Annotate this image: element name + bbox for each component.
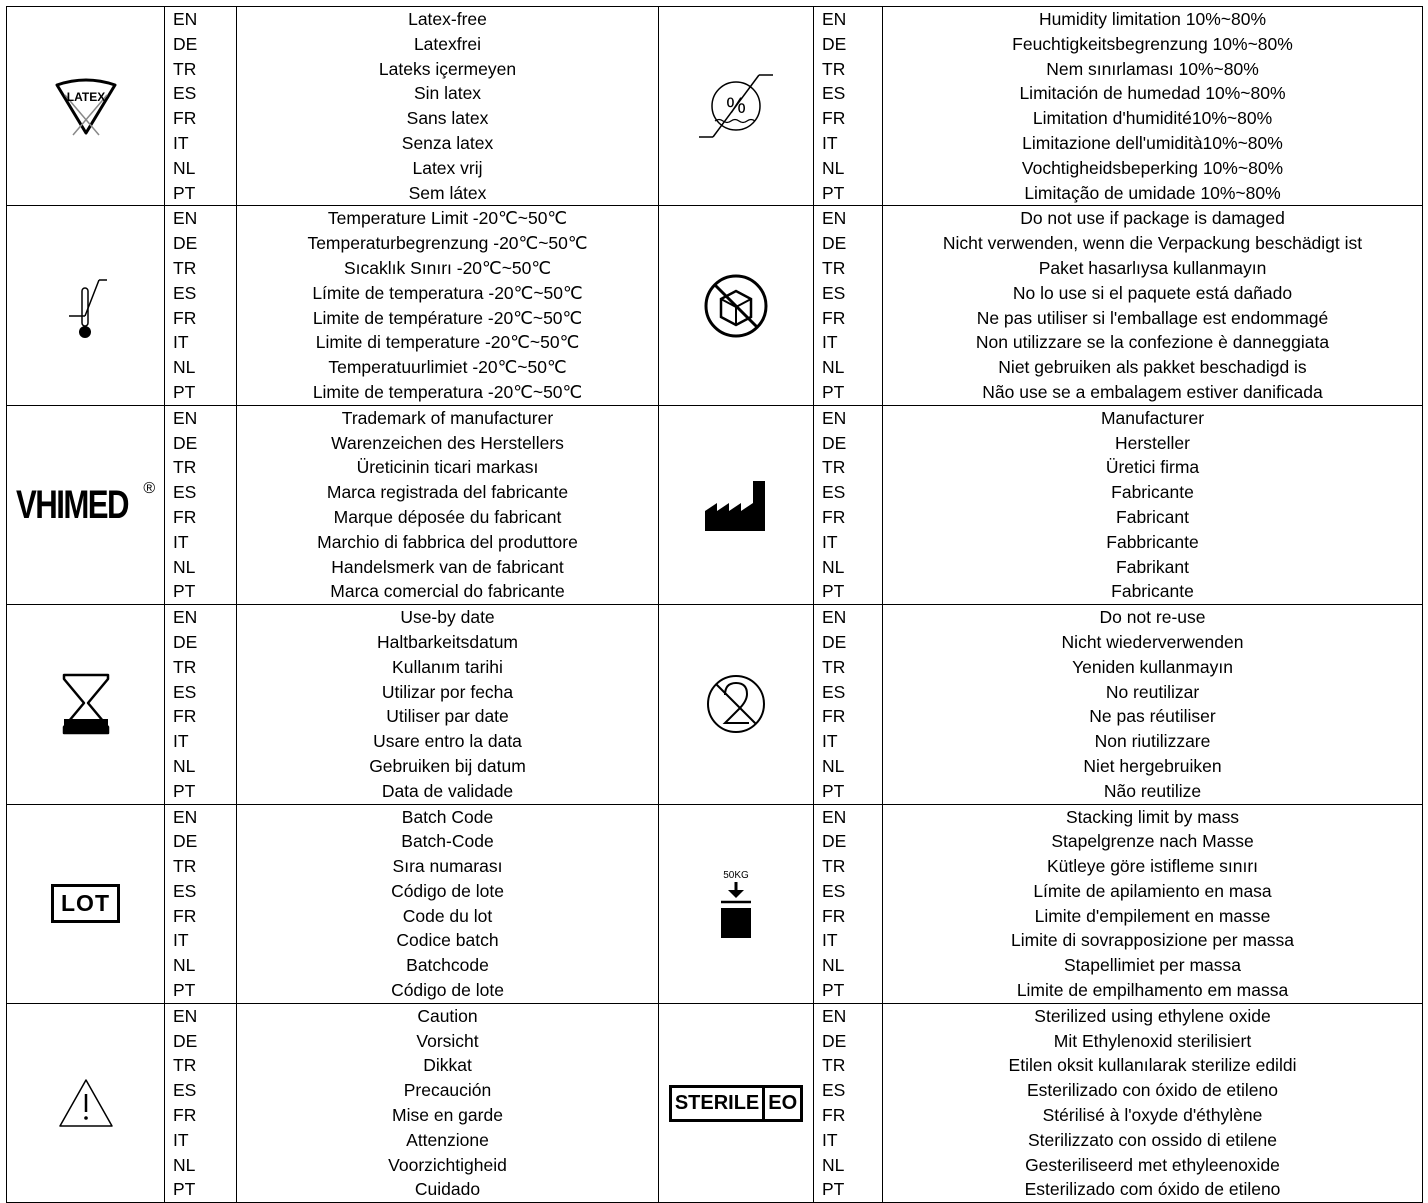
language-codes — [165, 1003, 237, 1202]
translations — [237, 7, 659, 206]
lang-code: ES — [822, 1080, 846, 1101]
lang-code: FR — [173, 307, 197, 328]
symbol-cell — [7, 206, 165, 405]
lang-code: DE — [822, 33, 847, 54]
translation-text: Marchio di fabbrica del produttore — [317, 531, 578, 552]
translation-text: Lateks içermeyen — [378, 58, 517, 79]
translation-text: Limitazione dell'umidità10%~80% — [1022, 132, 1283, 153]
translation-text: Fabricante — [1111, 482, 1194, 503]
translation-text: Attenzione — [406, 1129, 489, 1150]
translation-text: Feuchtigkeitsbegrenzung 10%~80% — [1012, 33, 1293, 54]
trademark-logo-icon — [15, 479, 156, 528]
translations — [883, 804, 1423, 1003]
translation-text: Stacking limit by mass — [1065, 806, 1240, 827]
translation-text: Codice batch — [396, 930, 499, 951]
translation-text: Usare entro la data — [373, 731, 522, 752]
lang-code: IT — [173, 930, 189, 951]
lang-code: EN — [822, 1005, 847, 1026]
translation-text: Esterilizado com óxido de etileno — [1024, 1179, 1281, 1200]
symbol-cell — [659, 206, 814, 405]
translations — [883, 605, 1423, 804]
translation-text: Data de validade — [381, 780, 514, 801]
translation-text: Marca registrada del fabricante — [326, 482, 569, 503]
lang-code: DE — [822, 432, 847, 453]
lang-code: IT — [173, 1129, 189, 1150]
translation-text: Límite de temperatura -20℃~50℃ — [312, 282, 583, 303]
lang-code: FR — [822, 307, 846, 328]
translation-text: Ne pas utiliser si l'emballage est endommagé — [976, 307, 1329, 328]
lang-code: IT — [822, 1129, 838, 1150]
translation-text: Warenzeichen des Herstellers — [331, 432, 564, 453]
translation-text: Código de lote — [391, 880, 504, 901]
lang-code: FR — [822, 706, 846, 727]
symbol-row — [7, 7, 1423, 206]
lang-code: PT — [173, 381, 196, 402]
lang-code: NL — [173, 556, 196, 577]
lang-code: PT — [173, 182, 196, 203]
symbol-row — [7, 206, 1423, 405]
lang-code: TR — [173, 1055, 197, 1076]
humidity-limitation-icon — [691, 61, 781, 151]
translation-text: Nicht verwenden, wenn die Verpackung beschädigt ist — [942, 233, 1363, 254]
lang-code: EN — [822, 407, 847, 428]
lang-code: PT — [173, 581, 196, 602]
translation-text: Limite di sovrapposizione per massa — [1010, 930, 1295, 951]
translation-text: Sem látex — [408, 182, 487, 203]
lang-code: EN — [173, 806, 198, 827]
latex-free-icon — [51, 71, 121, 141]
lang-code: NL — [822, 755, 845, 776]
lang-code: IT — [173, 731, 189, 752]
lang-code: NL — [173, 157, 196, 178]
translation-text: Latexfrei — [413, 33, 482, 54]
lang-code: PT — [822, 1179, 845, 1200]
lang-code: PT — [173, 980, 196, 1001]
language-codes — [814, 206, 883, 405]
symbol-row — [7, 1003, 1423, 1202]
lang-code: PT — [173, 1179, 196, 1200]
language-codes — [165, 605, 237, 804]
lang-code: NL — [822, 157, 845, 178]
lang-code: ES — [173, 880, 197, 901]
translations — [237, 605, 659, 804]
symbol-row — [7, 605, 1423, 804]
language-codes — [814, 7, 883, 206]
lang-code: IT — [173, 332, 189, 353]
latex-icon-text: LATEX — [66, 90, 105, 105]
translation-text: Stapellimiet per massa — [1063, 955, 1242, 976]
eo-label: EO — [762, 1088, 800, 1119]
lang-code: FR — [822, 506, 846, 527]
lang-code: NL — [173, 955, 196, 976]
lang-code: NL — [822, 357, 845, 378]
lang-code: TR — [822, 1055, 846, 1076]
lang-code: EN — [173, 208, 198, 229]
translation-text: Limite d'empilement en masse — [1034, 905, 1271, 926]
caution-icon — [56, 1076, 116, 1130]
translation-text: Do not use if package is damaged — [1020, 208, 1285, 229]
translation-text: Stérilisé à l'oxyde d'éthylène — [1042, 1105, 1263, 1126]
lang-code: TR — [822, 457, 846, 478]
translation-text: Limitação de umidade 10%~80% — [1024, 182, 1281, 203]
lang-code: ES — [173, 482, 197, 503]
lang-code: IT — [822, 930, 838, 951]
translation-text: Mise en garde — [392, 1105, 503, 1126]
lang-code: TR — [173, 856, 197, 877]
language-codes — [165, 804, 237, 1003]
translation-text: No reutilizar — [1105, 681, 1200, 702]
lang-code: TR — [173, 457, 197, 478]
translation-text: Temperature Limit -20℃~50℃ — [327, 208, 568, 229]
translation-text: Üreticinin ticari markası — [356, 457, 539, 478]
translation-text: Limite de température -20℃~50℃ — [312, 307, 583, 328]
lang-code: DE — [822, 831, 847, 852]
translations — [237, 1003, 659, 1202]
registered-mark: ® — [143, 479, 156, 497]
translation-text: Código de lote — [391, 980, 504, 1001]
translation-text: Vochtigheidsbeperking 10%~80% — [1021, 157, 1284, 178]
lang-code: DE — [173, 33, 198, 54]
lang-code: ES — [173, 1080, 197, 1101]
lang-code: TR — [822, 257, 846, 278]
language-codes — [165, 7, 237, 206]
lang-code: FR — [173, 706, 197, 727]
translations — [883, 206, 1423, 405]
lang-code: FR — [822, 905, 846, 926]
temperature-limit-icon — [61, 266, 111, 346]
lang-code: NL — [822, 955, 845, 976]
lang-code: EN — [173, 9, 198, 29]
lang-code: IT — [822, 731, 838, 752]
translation-text: Kütleye göre istifleme sınırı — [1046, 856, 1259, 877]
translation-text: Senza latex — [401, 132, 494, 153]
translations — [883, 1003, 1423, 1202]
lang-code: NL — [173, 1154, 196, 1175]
translation-text: Nem sınırlaması 10%~80% — [1046, 58, 1259, 79]
symbol-cell — [7, 1003, 165, 1202]
language-codes — [814, 405, 883, 604]
lang-code: EN — [173, 607, 198, 628]
translation-text: Kullanım tarihi — [392, 656, 503, 677]
lang-code: FR — [173, 108, 197, 129]
lang-code: TR — [173, 656, 197, 677]
translation-text: Fabricante — [1111, 581, 1194, 602]
lang-code: ES — [173, 681, 197, 702]
translation-text: Latex vrij — [412, 157, 483, 178]
translation-text: Manufacturer — [1100, 407, 1205, 428]
translation-text: Limite di temperature -20℃~50℃ — [315, 332, 580, 353]
symbol-cell — [7, 605, 165, 804]
translations — [883, 7, 1423, 206]
translation-text: Limite de temperatura -20℃~50℃ — [312, 381, 583, 402]
lang-code: FR — [173, 1105, 197, 1126]
translation-text: Limitation d'humidité10%~80% — [1032, 108, 1273, 129]
translation-text: Voorzichtigheid — [388, 1154, 507, 1175]
lang-code: FR — [822, 1105, 846, 1126]
symbols-table — [6, 6, 1423, 1203]
lang-code: EN — [173, 1005, 198, 1026]
translation-text: Cuidado — [414, 1179, 481, 1200]
language-codes — [814, 804, 883, 1003]
translation-text: Caution — [417, 1005, 478, 1026]
lang-code: ES — [822, 880, 846, 901]
translation-text: Sıra numarası — [392, 856, 503, 877]
language-codes — [165, 206, 237, 405]
symbol-cell — [659, 405, 814, 604]
translation-text: Fabricant — [1116, 506, 1189, 527]
translation-text: Limitación de humedad 10%~80% — [1019, 83, 1286, 104]
lang-code: DE — [173, 831, 198, 852]
lang-code: DE — [173, 233, 198, 254]
translation-text: Precaución — [403, 1080, 492, 1101]
translation-text: Etilen oksit kullanılarak sterilize edildi — [1008, 1055, 1297, 1076]
translation-text: Gesteriliseerd met ethyleenoxide — [1025, 1154, 1280, 1175]
lang-code: EN — [822, 806, 847, 827]
translation-text: Utilizar por fecha — [381, 681, 514, 702]
batch-code-icon: LOT — [51, 884, 120, 923]
sterile-label: STERILE — [674, 1091, 760, 1114]
symbol-cell — [7, 405, 165, 604]
lang-code: PT — [173, 780, 196, 801]
symbol-cell — [659, 1003, 814, 1202]
lang-code: IT — [822, 132, 838, 153]
translation-text: Ne pas réutiliser — [1089, 706, 1216, 727]
lang-code: DE — [822, 1030, 847, 1051]
translation-text: Temperatuurlimiet -20℃~50℃ — [328, 357, 567, 378]
manufacturer-icon — [701, 475, 771, 535]
symbol-cell — [659, 605, 814, 804]
symbol-cell — [659, 804, 814, 1003]
lang-code: NL — [822, 556, 845, 577]
translation-text: Limite de empilhamento em massa — [1016, 980, 1289, 1001]
lang-code: IT — [822, 332, 838, 353]
lang-code: DE — [173, 1030, 198, 1051]
translation-text: Haltbarkeitsdatum — [376, 631, 519, 652]
translation-text: No lo use si el paquete está dañado — [1012, 282, 1293, 303]
lang-code: NL — [173, 357, 196, 378]
stacking-limit-icon — [711, 864, 761, 944]
lang-code: FR — [173, 905, 197, 926]
lang-code: IT — [173, 132, 189, 153]
translation-text: Sterilized using ethylene oxide — [1034, 1005, 1271, 1026]
translation-text: Stapelgrenze nach Masse — [1051, 831, 1254, 852]
language-codes — [814, 605, 883, 804]
humidity-icon-text: % — [726, 93, 746, 119]
lang-code: ES — [173, 83, 197, 104]
translation-text: Fabrikant — [1116, 556, 1189, 577]
lang-code: DE — [822, 631, 847, 652]
translation-text: Temperaturbegrenzung -20℃~50℃ — [307, 233, 588, 254]
translation-text: Fabbricante — [1106, 531, 1199, 552]
symbol-cell — [7, 7, 165, 206]
lang-code: ES — [173, 282, 197, 303]
lang-code: DE — [173, 432, 198, 453]
symbol-cell — [659, 7, 814, 206]
lang-code: DE — [822, 233, 847, 254]
lang-code: EN — [822, 208, 847, 229]
lang-code: PT — [822, 980, 845, 1001]
translation-text: Gebruiken bij datum — [369, 755, 526, 776]
stacking-limit-text: 50KG — [723, 869, 749, 881]
do-not-reuse-icon — [701, 669, 771, 739]
translation-text: Mit Ethylenoxid sterilisiert — [1053, 1030, 1252, 1051]
translation-text: Yeniden kullanmayın — [1072, 656, 1233, 677]
lang-code: FR — [822, 108, 846, 129]
language-codes — [165, 405, 237, 604]
translations — [237, 405, 659, 604]
translation-text: Utiliser par date — [386, 706, 509, 727]
lang-code: EN — [822, 9, 847, 29]
translation-text: Paket hasarlıysa kullanmayın — [1038, 257, 1267, 278]
lang-code: ES — [822, 83, 846, 104]
translation-text: Sıcaklık Sınırı -20℃~50℃ — [343, 257, 552, 278]
translation-text: Hersteller — [1115, 432, 1190, 453]
lang-code: TR — [173, 257, 197, 278]
translation-text: Marca comercial do fabricante — [330, 581, 565, 602]
translation-text: Sterilizzato con ossido di etilene — [1027, 1129, 1278, 1150]
lang-code: TR — [822, 856, 846, 877]
translation-text: Batch-Code — [401, 831, 494, 852]
symbol-cell — [7, 804, 165, 1003]
language-codes — [814, 1003, 883, 1202]
translation-text: Sans latex — [406, 108, 489, 129]
lang-code: TR — [822, 656, 846, 677]
translation-text: Não use se a embalagem estiver danificada — [982, 381, 1323, 402]
lang-code: DE — [173, 631, 198, 652]
symbol-row — [7, 804, 1423, 1003]
translation-text: Latex-free — [408, 9, 487, 29]
translation-text: Batchcode — [406, 955, 489, 976]
logo-text: VHIMED — [15, 482, 128, 527]
translation-text: Não reutilize — [1103, 780, 1202, 801]
translation-text: Marque déposée du fabricant — [333, 506, 562, 527]
do-not-use-if-damaged-icon — [701, 271, 771, 341]
translation-text: Use-by date — [400, 607, 495, 628]
lang-code: PT — [822, 381, 845, 402]
translation-text: Humidity limitation 10%~80% — [1038, 9, 1267, 29]
translation-text: Dikkat — [423, 1055, 472, 1076]
translation-text: Non riutilizzare — [1094, 731, 1211, 752]
translations — [237, 206, 659, 405]
translation-text: Niet gebruiken als pakket beschadigd is — [998, 357, 1307, 378]
hourglass-icon — [58, 669, 114, 739]
translation-text: Sin latex — [413, 83, 482, 104]
lang-code: PT — [822, 581, 845, 602]
translation-text: Code du lot — [402, 905, 493, 926]
translation-text: Trademark of manufacturer — [341, 407, 554, 428]
lang-code: IT — [173, 531, 189, 552]
lang-code: ES — [822, 681, 846, 702]
translation-text: Non utilizzare se la confezione è danneggiata — [975, 332, 1330, 353]
translations — [237, 804, 659, 1003]
sterile-eo-icon — [669, 1085, 803, 1122]
lang-code: PT — [822, 182, 845, 203]
symbol-row — [7, 405, 1423, 604]
translation-text: Batch Code — [401, 806, 494, 827]
translation-text: Niet hergebruiken — [1083, 755, 1222, 776]
translations — [883, 405, 1423, 604]
lang-code: ES — [822, 482, 846, 503]
lang-code: PT — [822, 780, 845, 801]
translation-text: Üretici firma — [1105, 457, 1200, 478]
translation-text: Do not re-use — [1099, 607, 1206, 628]
translation-text: Vorsicht — [416, 1030, 479, 1051]
lang-code: FR — [173, 506, 197, 527]
lang-code: TR — [173, 58, 197, 79]
lang-code: EN — [173, 407, 198, 428]
lang-code: NL — [173, 755, 196, 776]
lang-code: IT — [822, 531, 838, 552]
translation-text: Límite de apilamiento en masa — [1033, 880, 1272, 901]
lang-code: EN — [822, 607, 847, 628]
lang-code: ES — [822, 282, 846, 303]
lang-code: NL — [822, 1154, 845, 1175]
translation-text: Esterilizado con óxido de etileno — [1027, 1080, 1278, 1101]
translation-text: Nicht wiederverwenden — [1061, 631, 1244, 652]
translation-text: Handelsmerk van de fabricant — [331, 556, 564, 577]
lang-code: TR — [822, 58, 846, 79]
